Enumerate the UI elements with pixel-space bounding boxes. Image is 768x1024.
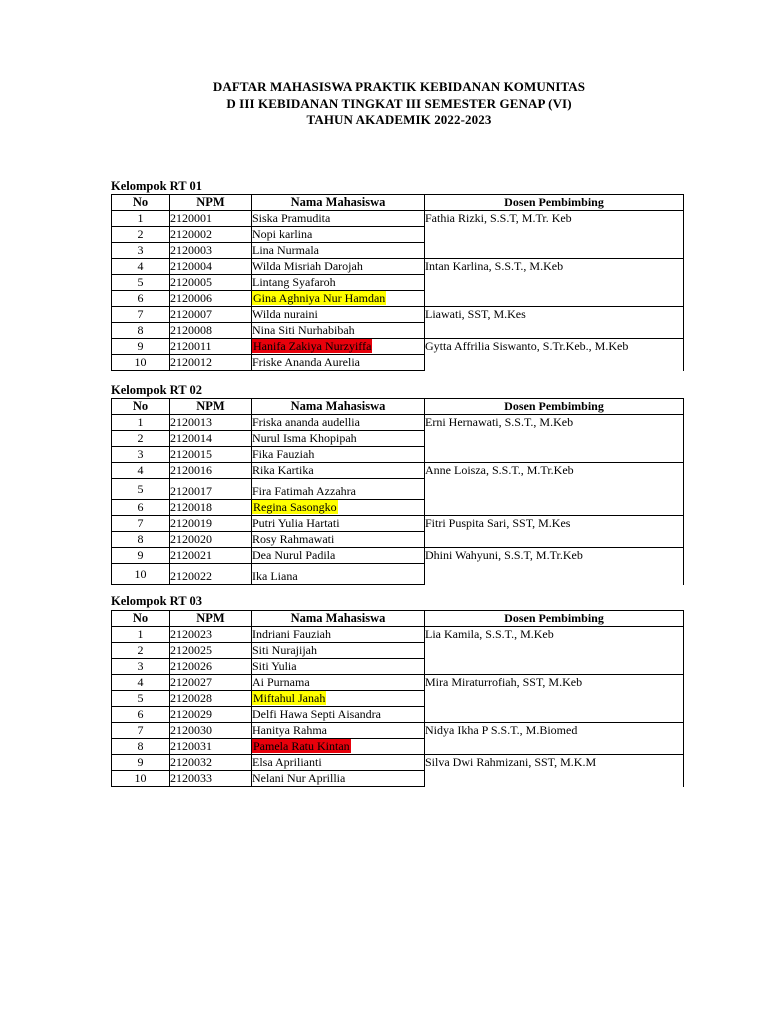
header-no: No	[112, 399, 170, 415]
title-line-3: TAHUN AKADEMIK 2022-2023	[306, 112, 492, 127]
cell-npm: 2120030	[170, 723, 252, 739]
cell-dosen: Nidya Ikha P S.S.T., M.Biomed	[425, 723, 684, 755]
cell-no: 8	[112, 739, 170, 755]
cell-nama: Nelani Nur Aprillia	[252, 771, 425, 787]
student-table	[111, 194, 684, 371]
cell-no: 2	[112, 643, 170, 659]
cell-nama: Siti Yulia	[252, 659, 425, 675]
cell-no: 5	[112, 691, 170, 707]
table-header-row	[112, 195, 684, 211]
cell-dosen: Erni Hernawati, S.S.T., M.Keb	[425, 415, 684, 463]
cell-no: 7	[112, 723, 170, 739]
cell-npm: 2120017	[170, 479, 252, 500]
table-row	[112, 723, 684, 739]
table-row	[112, 339, 684, 355]
cell-npm: 2120022	[170, 564, 252, 585]
cell-npm: 2120011	[170, 339, 252, 355]
cell-npm: 2120002	[170, 227, 252, 243]
cell-nama: Friske Ananda Aurelia	[252, 355, 425, 371]
cell-nama: Nurul Isma Khopipah	[252, 431, 425, 447]
header-nama: Nama Mahasiswa	[252, 195, 425, 211]
header-nama: Nama Mahasiswa	[252, 611, 425, 627]
cell-nama: Nina Siti Nurhabibah	[252, 323, 425, 339]
cell-npm: 2120007	[170, 307, 252, 323]
highlighted-name: Pamela Ratu Kintan	[253, 739, 350, 753]
cell-nama: Wilda nuraini	[252, 307, 425, 323]
cell-no: 9	[112, 339, 170, 355]
cell-npm: 2120001	[170, 211, 252, 227]
table-row	[112, 755, 684, 771]
cell-npm: 2120015	[170, 447, 252, 463]
header-nama: Nama Mahasiswa	[252, 399, 425, 415]
group-label: Kelompok RT 03	[111, 594, 203, 608]
cell-no: 4	[112, 675, 170, 691]
cell-no: 6	[112, 500, 170, 516]
cell-nama: Fira Fatimah Azzahra	[252, 479, 425, 500]
header-dosen: Dosen Pembimbing	[425, 195, 684, 211]
cell-nama: Dea Nurul Padila	[252, 548, 425, 564]
cell-no: 2	[112, 431, 170, 447]
cell-nama	[252, 500, 425, 516]
cell-dosen: Mira Miraturrofiah, SST, M.Keb	[425, 675, 684, 723]
group-label: Kelompok RT 02	[111, 383, 203, 397]
table-row	[112, 415, 684, 431]
table-row	[112, 516, 684, 532]
cell-npm: 2120033	[170, 771, 252, 787]
cell-no: 10	[112, 564, 170, 585]
cell-nama: Hanitya Rahma	[252, 723, 425, 739]
cell-nama	[252, 691, 425, 707]
cell-npm: 2120031	[170, 739, 252, 755]
cell-nama: Ika Liana	[252, 564, 425, 585]
cell-no: 9	[112, 548, 170, 564]
cell-nama: Nopi karlina	[252, 227, 425, 243]
cell-nama: Ai Purnama	[252, 675, 425, 691]
cell-no: 4	[112, 259, 170, 275]
header-npm: NPM	[170, 611, 252, 627]
cell-npm: 2120032	[170, 755, 252, 771]
cell-npm: 2120005	[170, 275, 252, 291]
cell-no: 10	[112, 355, 170, 371]
cell-no: 3	[112, 243, 170, 259]
cell-no: 3	[112, 659, 170, 675]
student-table	[111, 610, 684, 787]
cell-dosen: Anne Loisza, S.S.T., M.Tr.Keb	[425, 463, 684, 516]
cell-npm: 2120026	[170, 659, 252, 675]
cell-npm: 2120019	[170, 516, 252, 532]
cell-dosen: Fathia Rizki, S.S.T, M.Tr. Keb	[425, 211, 684, 259]
cell-no: 1	[112, 415, 170, 431]
cell-nama: Lintang Syafaroh	[252, 275, 425, 291]
cell-dosen: Silva Dwi Rahmizani, SST, M.K.M	[425, 755, 684, 787]
cell-npm: 2120021	[170, 548, 252, 564]
cell-no: 8	[112, 532, 170, 548]
cell-nama: Delfi Hawa Septi Aisandra	[252, 707, 425, 723]
cell-dosen: Gytta Affrilia Siswanto, S.Tr.Keb., M.Keb	[425, 339, 684, 371]
cell-no: 10	[112, 771, 170, 787]
cell-nama: Lina Nurmala	[252, 243, 425, 259]
cell-no: 3	[112, 447, 170, 463]
cell-npm: 2120014	[170, 431, 252, 447]
cell-npm: 2120003	[170, 243, 252, 259]
header-npm: NPM	[170, 195, 252, 211]
cell-no: 5	[112, 479, 170, 500]
title-line-1: DAFTAR MAHASISWA PRAKTIK KEBIDANAN KOMUNITAS	[212, 79, 586, 94]
cell-npm: 2120020	[170, 532, 252, 548]
cell-no: 1	[112, 627, 170, 643]
cell-no: 9	[112, 755, 170, 771]
cell-dosen: Dhini Wahyuni, S.S.T, M.Tr.Keb	[425, 548, 684, 585]
cell-npm: 2120029	[170, 707, 252, 723]
document-title	[0, 79, 768, 129]
table-row	[112, 307, 684, 323]
cell-nama: Putri Yulia Hartati	[252, 516, 425, 532]
header-dosen: Dosen Pembimbing	[425, 611, 684, 627]
cell-npm: 2120018	[170, 500, 252, 516]
highlighted-name: Hanifa Zakiya Nurzyiffa	[253, 339, 372, 353]
table-row	[112, 463, 684, 479]
cell-npm: 2120028	[170, 691, 252, 707]
table-row	[112, 259, 684, 275]
cell-no: 6	[112, 707, 170, 723]
table-row	[112, 675, 684, 691]
header-npm: NPM	[170, 399, 252, 415]
cell-no: 7	[112, 516, 170, 532]
cell-no: 1	[112, 211, 170, 227]
cell-npm: 2120023	[170, 627, 252, 643]
table-header-row	[112, 611, 684, 627]
cell-no: 2	[112, 227, 170, 243]
cell-no: 6	[112, 291, 170, 307]
highlighted-name: Miftahul Janah	[253, 691, 326, 705]
table-row	[112, 548, 684, 564]
cell-npm: 2120025	[170, 643, 252, 659]
cell-npm: 2120012	[170, 355, 252, 371]
cell-nama: Wilda Misriah Darojah	[252, 259, 425, 275]
cell-npm: 2120027	[170, 675, 252, 691]
header-no: No	[112, 195, 170, 211]
cell-nama: Rika Kartika	[252, 463, 425, 479]
highlighted-name: Gina Aghniya Nur Hamdan	[253, 291, 386, 305]
header-no: No	[112, 611, 170, 627]
cell-nama	[252, 339, 425, 355]
cell-nama: Siska Pramudita	[252, 211, 425, 227]
cell-npm: 2120013	[170, 415, 252, 431]
cell-nama: Siti Nurajijah	[252, 643, 425, 659]
cell-no: 4	[112, 463, 170, 479]
table-row	[112, 627, 684, 643]
highlighted-name: Regina Sasongko	[253, 500, 337, 514]
title-line-2: D III KEBIDANAN TINGKAT III SEMESTER GENAP (VI)	[226, 95, 572, 111]
cell-npm: 2120008	[170, 323, 252, 339]
cell-nama: Rosy Rahmawati	[252, 532, 425, 548]
cell-dosen: Liawati, SST, M.Kes	[425, 307, 684, 339]
cell-nama	[252, 291, 425, 307]
cell-nama: Elsa Aprilianti	[252, 755, 425, 771]
cell-dosen: Fitri Puspita Sari, SST, M.Kes	[425, 516, 684, 548]
group-label: Kelompok RT 01	[111, 179, 203, 193]
cell-no: 8	[112, 323, 170, 339]
table-header-row	[112, 399, 684, 415]
header-dosen: Dosen Pembimbing	[425, 399, 684, 415]
cell-npm: 2120004	[170, 259, 252, 275]
cell-dosen: Intan Karlina, S.S.T., M.Keb	[425, 259, 684, 307]
cell-npm: 2120016	[170, 463, 252, 479]
cell-no: 5	[112, 275, 170, 291]
cell-no: 7	[112, 307, 170, 323]
cell-nama	[252, 739, 425, 755]
cell-dosen: Lia Kamila, S.S.T., M.Keb	[425, 627, 684, 675]
cell-nama: Friska ananda audellia	[252, 415, 425, 431]
table-row	[112, 211, 684, 227]
student-table	[111, 398, 684, 585]
cell-npm: 2120006	[170, 291, 252, 307]
cell-nama: Fika Fauziah	[252, 447, 425, 463]
cell-nama: Indriani Fauziah	[252, 627, 425, 643]
